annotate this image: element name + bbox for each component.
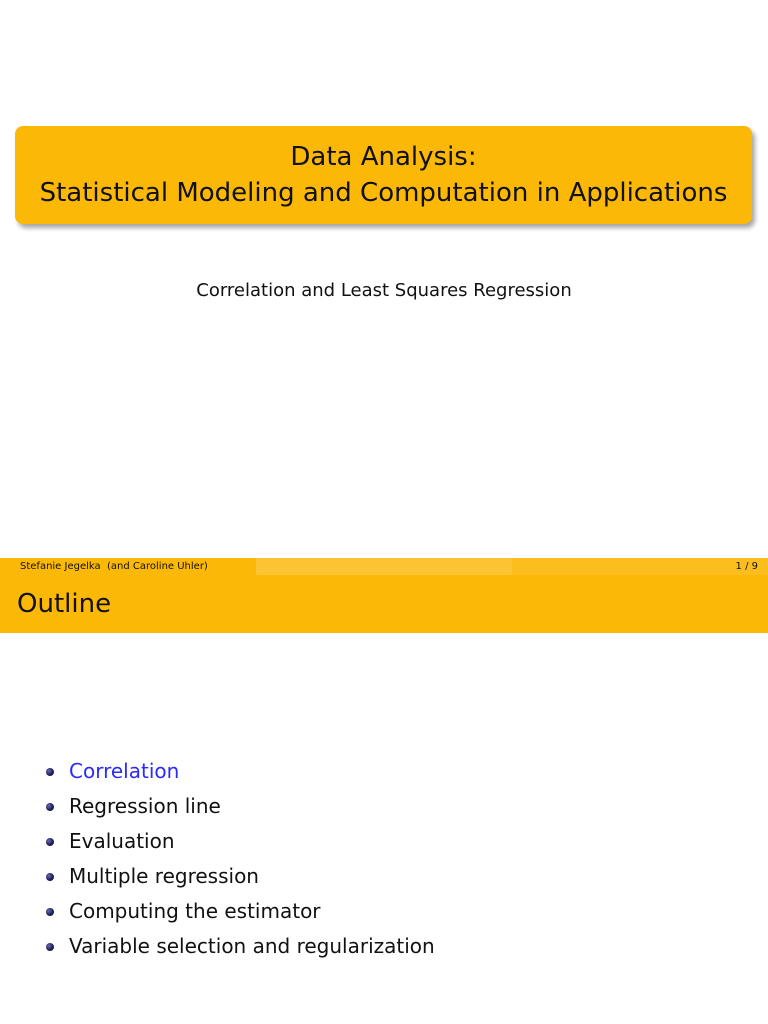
outline-item-label: Regression line (69, 794, 221, 818)
bullet-icon (46, 838, 54, 846)
outline-item (0, 754, 435, 789)
outline-item-label: Computing the estimator (69, 899, 321, 923)
outline-item (0, 789, 435, 824)
outline-item-label: Multiple regression (69, 864, 259, 888)
outline-item-label: Evaluation (69, 829, 175, 853)
outline-list (0, 754, 435, 964)
footer-segment-right (512, 558, 768, 575)
bullet-icon (46, 943, 54, 951)
outline-item-label: Variable selection and regularization (69, 934, 435, 958)
frame-title: Outline (0, 575, 768, 633)
outline-item (0, 929, 435, 964)
bullet-icon (46, 803, 54, 811)
outline-item (0, 824, 435, 859)
outline-item (0, 894, 435, 929)
presentation-title-line2: Statistical Modeling and Computation in Applications (39, 178, 728, 208)
title-box (15, 126, 752, 224)
bullet-icon (46, 873, 54, 881)
slide-footer (0, 558, 768, 575)
presentation-subtitle: Correlation and Least Squares Regression (196, 280, 572, 301)
outline-item (0, 859, 435, 894)
footer-page-number: 1 / 9 (735, 561, 758, 572)
outline-item-label: Correlation (69, 759, 180, 783)
outline-slide (0, 558, 768, 1024)
bullet-icon (46, 908, 54, 916)
presentation-title-line1: Data Analysis: (290, 142, 477, 172)
bullet-icon (46, 768, 54, 776)
footer-author: Stefanie Jegelka (and Caroline Uhler) (20, 561, 208, 572)
footer-segment-middle (256, 558, 512, 575)
